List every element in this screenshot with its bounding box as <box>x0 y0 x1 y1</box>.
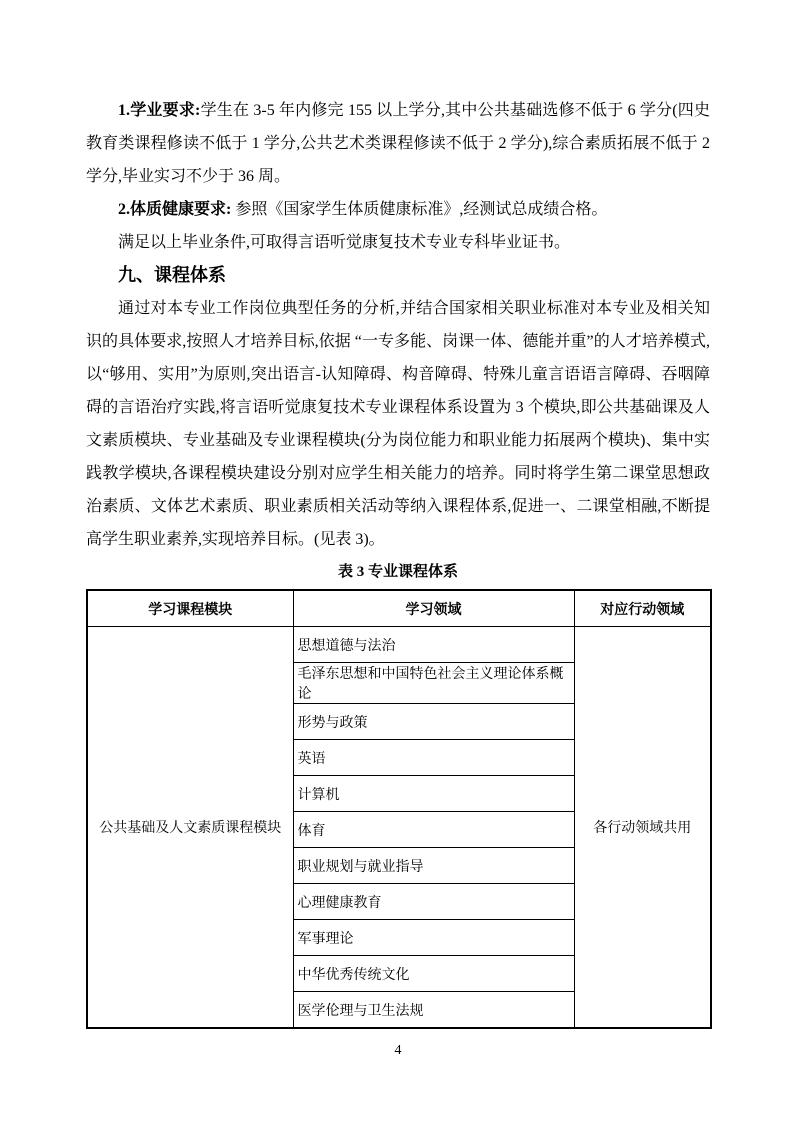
learning-area-cell: 心理健康教育 <box>293 884 574 920</box>
learning-area-cell: 体育 <box>293 812 574 848</box>
learning-area-cell: 中华优秀传统文化 <box>293 956 574 992</box>
table-header-row <box>87 590 711 627</box>
table-row <box>87 627 711 663</box>
paragraph-course-system-description: 通过对本专业工作岗位典型任务的分析,并结合国家相关职业标准对本专业及相关知识的具体要求,按照人才培养目标,依据 “一专多能、岗课一体、德能并重”的人才培养模式,以“够用、实用”为原则,突出语言-认知障碍、构音障碍、特殊儿童言语语言障碍、吞咽障碍的言语治疗实践,将言语听觉康复技术专业课程体系设置为 3 个模块,即公共基础课及人文素质模块、专业基础及专业课程模块(分为岗位能力和职业能力拓展两个模块)、集中实践教学模块,各课程模块建设分别对应学生相关能力的培养。同时将学生第二课堂思想政治素质、文体艺术素质、职业素质相关活动等纳入课程体系,促进一、二课堂相融,不断提高学生职业素养,实现培养目标。(见表 3)。 <box>86 300 710 548</box>
paragraph-graduation-condition: 满足以上毕业条件,可取得言语听觉康复技术专业专科毕业证书。 <box>118 234 571 251</box>
learning-area-cell: 医学伦理与卫生法规 <box>293 992 574 1029</box>
learning-area-cell: 毛泽东思想和中国特色社会主义理论体系概论 <box>293 663 574 704</box>
col-header-learning-area: 学习领域 <box>293 590 574 627</box>
section-heading-course-system: 九、课程体系 <box>118 265 226 285</box>
col-header-module: 学习课程模块 <box>87 590 293 627</box>
action-domain-cell: 各行动领域共用 <box>574 627 711 1029</box>
academic-requirements-text: 学生在 3-5 年内修完 155 以上学分,其中公共基础选修不低于 6 学分(四史教育类课程修读不低于 1 学分,公共艺术类课程修读不低于 2 学分),综合素质拓展不低于 2 学分,毕业实习不少于 36 周。 <box>86 102 710 185</box>
learning-area-cell: 英语 <box>293 740 574 776</box>
paragraph-academic-requirements <box>86 94 710 193</box>
table-caption: 表 3 专业课程体系 <box>337 564 458 580</box>
learning-area-cell: 职业规划与就业指导 <box>293 848 574 884</box>
learning-area-cell: 形势与政策 <box>293 704 574 740</box>
col-header-action-domain: 对应行动领域 <box>574 590 711 627</box>
learning-area-cell: 计算机 <box>293 776 574 812</box>
module-cell: 公共基础及人文素质课程模块 <box>87 627 293 1029</box>
course-system-table <box>86 589 712 1029</box>
paragraph-health-requirements <box>86 193 710 226</box>
academic-requirements-label: 1.学业要求: <box>118 102 201 119</box>
health-requirements-text: 参照《国家学生体质健康标准》,经测试总成绩合格。 <box>235 201 608 218</box>
learning-area-cell: 思想道德与法治 <box>293 627 574 663</box>
health-requirements-label: 2.体质健康要求: <box>118 201 232 218</box>
page-number: 4 <box>394 1043 402 1058</box>
learning-area-cell: 军事理论 <box>293 920 574 956</box>
